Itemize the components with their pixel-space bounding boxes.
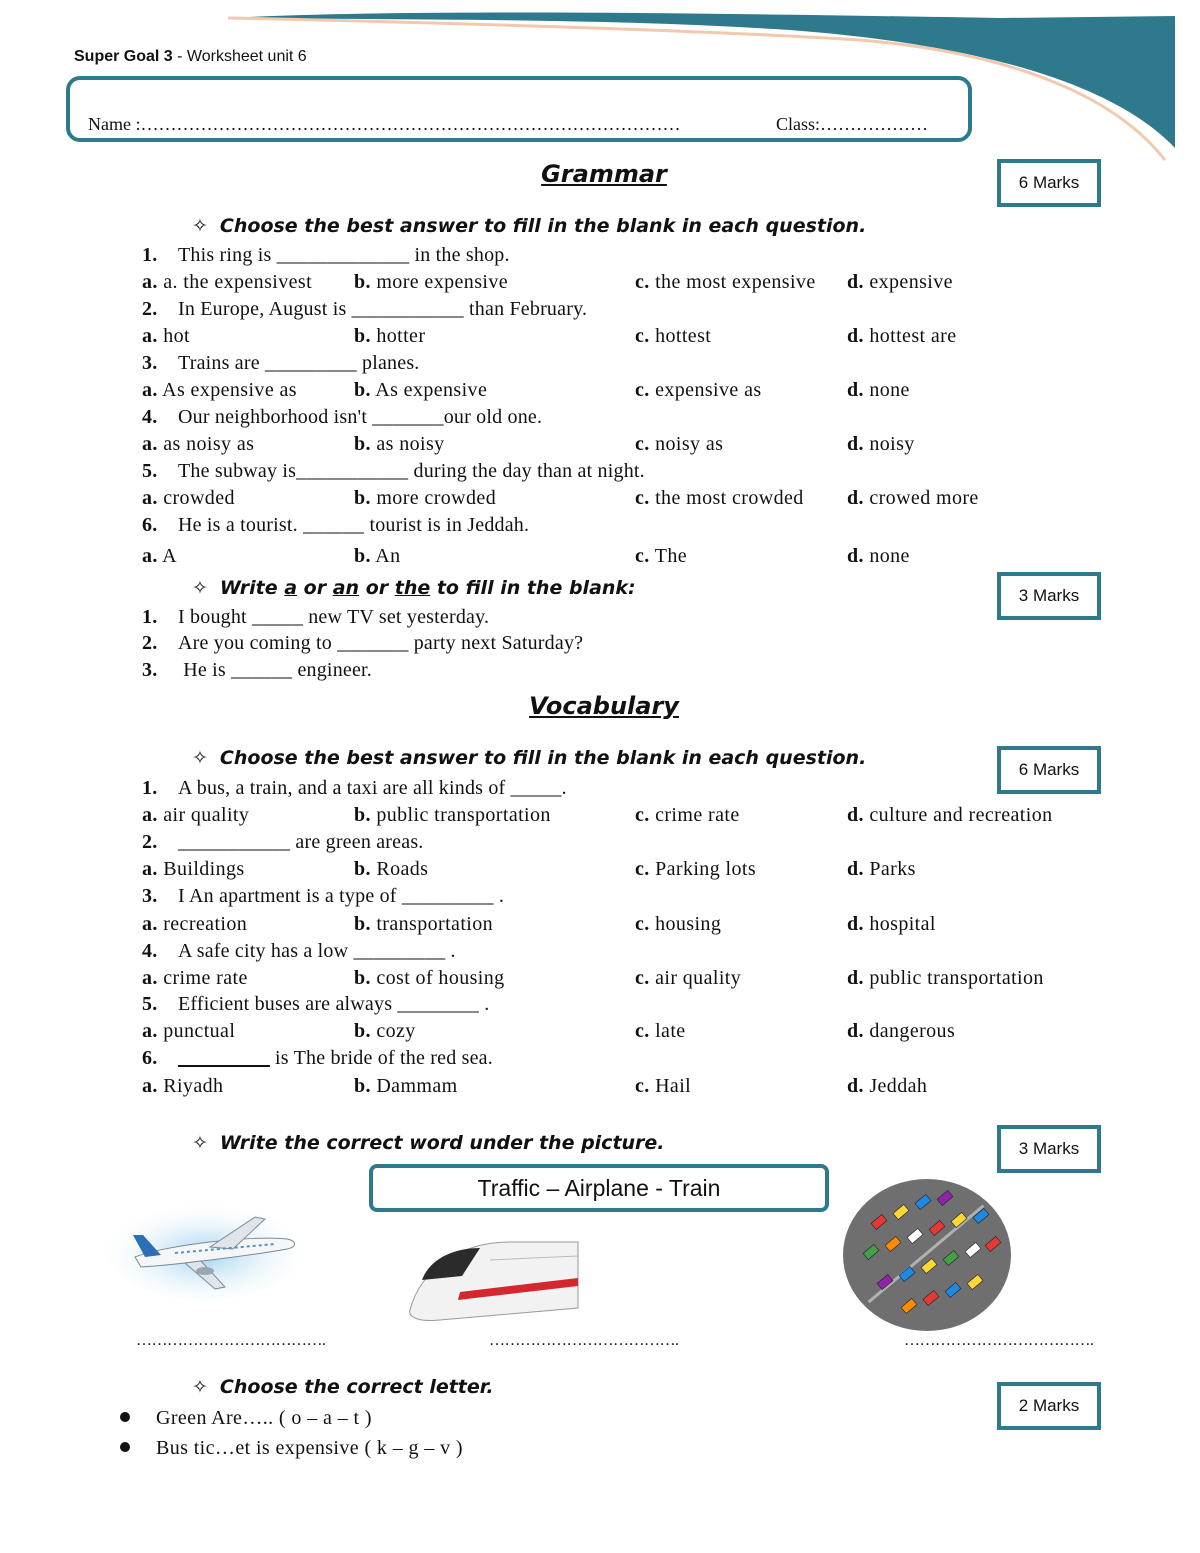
- grammar-option-b[interactable]: b. hotter: [354, 325, 426, 347]
- diamond-bullet-icon: ✧: [192, 577, 208, 599]
- grammar-option-a[interactable]: a. A: [142, 545, 177, 567]
- train-answer-blank[interactable]: ……………………………….: [489, 1332, 679, 1349]
- vocabulary-option-d[interactable]: d. hospital: [847, 913, 936, 935]
- vocabulary-question: 1. A bus, a train, and a taxi are all kinds of _____.: [142, 777, 567, 799]
- bullet-dot-icon: [120, 1412, 130, 1422]
- vocabulary-option-b[interactable]: b. cost of housing: [354, 967, 505, 989]
- articles-instruction: ✧ Write a or an or the to fill in the blank:: [192, 577, 636, 599]
- grammar-option-d[interactable]: d. crowed more: [847, 487, 979, 509]
- vocabulary-option-a[interactable]: a. Buildings: [142, 858, 245, 880]
- grammar-instruction: ✧ Choose the best answer to fill in the blank in each question.: [192, 215, 867, 237]
- grammar-option-b[interactable]: b. as noisy: [354, 433, 445, 455]
- letters-marks-badge: 2 Marks: [997, 1382, 1101, 1430]
- vocabulary-question: 4. A safe city has a low _________ .: [142, 940, 456, 962]
- vocabulary-option-a[interactable]: a. punctual: [142, 1020, 236, 1042]
- vocabulary-option-c[interactable]: c. Hail: [635, 1075, 692, 1097]
- pictures-marks-badge: 3 Marks: [997, 1125, 1101, 1173]
- vocabulary-instruction: ✧ Choose the best answer to fill in the blank in each question.: [192, 747, 867, 769]
- vocabulary-option-d[interactable]: d. Parks: [847, 858, 916, 880]
- grammar-option-c[interactable]: c. the most crowded: [635, 487, 804, 509]
- grammar-question: 4. Our neighborhood isn't _______our old one.: [142, 406, 543, 428]
- traffic-answer-blank[interactable]: ……………………………….: [904, 1332, 1094, 1349]
- pictures-instruction: ✧ Write the correct word under the picture.: [192, 1132, 665, 1154]
- train-icon: [400, 1230, 580, 1325]
- grammar-option-d[interactable]: d. noisy: [847, 433, 915, 455]
- vocabulary-option-a[interactable]: a. recreation: [142, 913, 248, 935]
- grammar-question: 2. In Europe, August is ___________ than February.: [142, 298, 588, 320]
- vocabulary-question: 6. _________ is The bride of the red sea.: [142, 1047, 493, 1069]
- vocabulary-question: 5. Efficient buses are always ________ .: [142, 993, 490, 1015]
- diamond-bullet-icon: ✧: [192, 1376, 208, 1398]
- grammar-option-a[interactable]: a. crowded: [142, 487, 235, 509]
- grammar-option-c[interactable]: c. hottest: [635, 325, 712, 347]
- vocabulary-option-b[interactable]: b. cozy: [354, 1020, 416, 1042]
- vocabulary-option-d[interactable]: d. culture and recreation: [847, 804, 1053, 826]
- grammar-option-d[interactable]: d. expensive: [847, 271, 953, 293]
- diamond-bullet-icon: ✧: [192, 747, 208, 769]
- grammar-option-d[interactable]: d. hottest are: [847, 325, 957, 347]
- vocabulary-marks-badge: 6 Marks: [997, 746, 1101, 794]
- vocabulary-option-c[interactable]: c. crime rate: [635, 804, 740, 826]
- vocabulary-option-c[interactable]: c. air quality: [635, 967, 742, 989]
- vocabulary-question: 3. I An apartment is a type of _________ .: [142, 885, 505, 907]
- grammar-option-a[interactable]: a. hot: [142, 325, 190, 347]
- diamond-bullet-icon: ✧: [192, 1132, 208, 1154]
- vocabulary-option-a[interactable]: a. Riyadh: [142, 1075, 224, 1097]
- letter-item: Bus tic…et is expensive ( k – g – v ): [120, 1437, 463, 1460]
- grammar-question: 6. He is a tourist. ______ tourist is in Jeddah.: [142, 514, 530, 536]
- airplane-answer-blank[interactable]: ……………………………….: [136, 1332, 326, 1349]
- grammar-marks-badge: 6 Marks: [997, 159, 1101, 207]
- grammar-question: 3. Trains are _________ planes.: [142, 352, 420, 374]
- articles-item: 1. I bought _____ new TV set yesterday.: [142, 606, 490, 628]
- grammar-option-b[interactable]: b. As expensive: [354, 379, 488, 401]
- articles-item: 3. He is ______ engineer.: [142, 659, 373, 681]
- grammar-heading: Grammar: [541, 160, 667, 188]
- grammar-option-c[interactable]: c. The: [635, 545, 688, 567]
- grammar-option-c[interactable]: c. the most expensive: [635, 271, 816, 293]
- class-field[interactable]: Class:………………: [776, 114, 929, 134]
- grammar-option-b[interactable]: b. more expensive: [354, 271, 509, 293]
- bullet-dot-icon: [120, 1442, 130, 1452]
- airplane-icon: [105, 1195, 310, 1300]
- grammar-question: 5. The subway is___________ during the day than at night.: [142, 460, 645, 482]
- vocabulary-option-d[interactable]: d. Jeddah: [847, 1075, 928, 1097]
- letter-item: Green Are….. ( o – a – t ): [120, 1407, 372, 1430]
- grammar-question: 1. This ring is _____________ in the shop.: [142, 244, 510, 266]
- grammar-option-c[interactable]: c. expensive as: [635, 379, 762, 401]
- vocabulary-option-a[interactable]: a. crime rate: [142, 967, 248, 989]
- grammar-option-a[interactable]: a. as noisy as: [142, 433, 255, 455]
- vocabulary-option-a[interactable]: a. air quality: [142, 804, 250, 826]
- diamond-bullet-icon: ✧: [192, 215, 208, 237]
- worksheet-title: Super Goal 3 - Worksheet unit 6: [74, 48, 307, 65]
- traffic-icon: [842, 1178, 1012, 1333]
- vocabulary-option-c[interactable]: c. Parking lots: [635, 858, 757, 880]
- grammar-option-b[interactable]: b. An: [354, 545, 401, 567]
- vocabulary-option-d[interactable]: d. dangerous: [847, 1020, 956, 1042]
- articles-item: 2. Are you coming to _______ party next Saturday?: [142, 632, 584, 654]
- name-field[interactable]: Name :………………………………………………………………………………: [88, 114, 681, 134]
- grammar-option-a[interactable]: a. As expensive as: [142, 379, 297, 401]
- vocabulary-option-d[interactable]: d. public transportation: [847, 967, 1044, 989]
- vocabulary-option-c[interactable]: c. housing: [635, 913, 722, 935]
- grammar-option-b[interactable]: b. more crowded: [354, 487, 497, 509]
- grammar-option-d[interactable]: d. none: [847, 379, 910, 401]
- vocabulary-option-b[interactable]: b. Dammam: [354, 1075, 458, 1097]
- vocabulary-option-b[interactable]: b. Roads: [354, 858, 429, 880]
- letters-instruction: ✧ Choose the correct letter.: [192, 1376, 494, 1398]
- grammar-option-a[interactable]: a. a. the expensivest: [142, 271, 313, 293]
- vocabulary-option-c[interactable]: c. late: [635, 1020, 686, 1042]
- vocabulary-option-b[interactable]: b. public transportation: [354, 804, 551, 826]
- grammar-option-d[interactable]: d. none: [847, 545, 910, 567]
- grammar-option-c[interactable]: c. noisy as: [635, 433, 724, 455]
- articles-marks-badge: 3 Marks: [997, 572, 1101, 620]
- word-bank-box: Traffic – Airplane - Train: [369, 1164, 829, 1212]
- vocabulary-heading: Vocabulary: [529, 692, 679, 720]
- vocabulary-option-b[interactable]: b. transportation: [354, 913, 494, 935]
- vocabulary-question: 2. ___________ are green areas.: [142, 831, 424, 853]
